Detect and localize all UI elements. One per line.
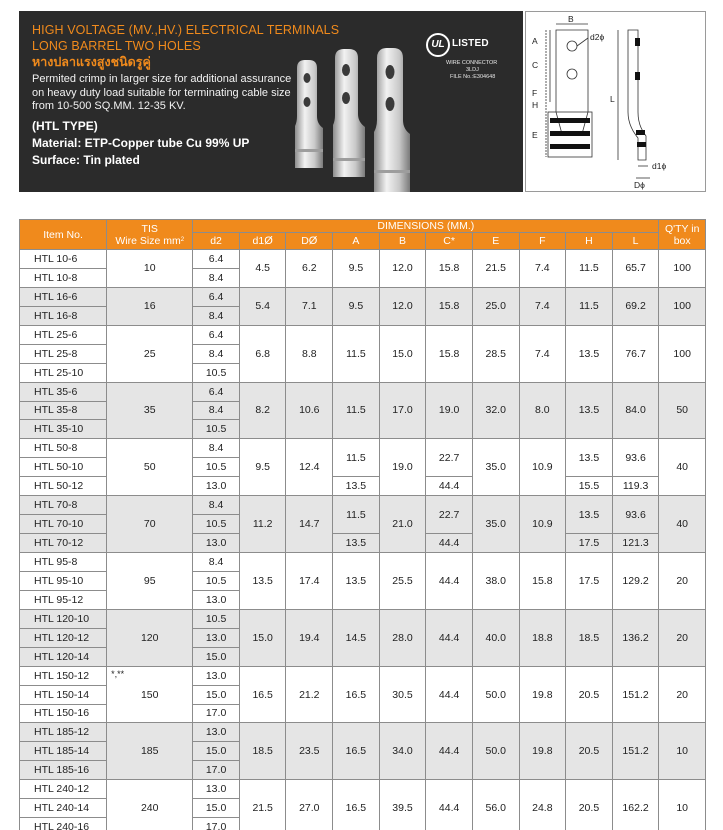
dim-label-e: E	[532, 130, 538, 140]
item-number: HTL 50-8	[20, 439, 107, 458]
dimension-drawing	[525, 11, 706, 192]
product-type: (HTL TYPE)	[32, 118, 98, 133]
wire-size	[107, 609, 193, 666]
dim-l: 76.7	[612, 325, 659, 382]
wire-size-value: 185	[140, 745, 159, 758]
product-title-thai: หางปลาแรงสูงชนิดรูคู่	[32, 55, 151, 69]
dim-d: 14.7	[286, 496, 333, 553]
ul-code: 3LDJ	[466, 67, 479, 73]
dim-h: 11.5	[566, 287, 613, 325]
dim-f: 19.8	[519, 666, 566, 723]
wire-size-value: 50	[143, 461, 156, 474]
header-banner	[19, 11, 523, 192]
dim-e: 56.0	[472, 780, 519, 830]
dim-b: 34.0	[379, 723, 426, 780]
dim-d: 7.1	[286, 287, 333, 325]
dim-label-l: L	[610, 94, 615, 104]
wire-size-value: 70	[143, 518, 156, 531]
dim-d2: 10.5	[193, 571, 240, 590]
dim-d2: 8.4	[193, 401, 240, 420]
dim-a: 13.5	[333, 534, 380, 553]
dim-c: 44.4	[426, 723, 473, 780]
dim-a: 11.5	[333, 382, 380, 439]
header-qty-line1: Q'TY in	[664, 222, 700, 235]
product-material: Material: ETP-Copper tube Cu 99% UP	[32, 135, 250, 150]
dim-l: 129.2	[612, 553, 659, 610]
dim-h: 11.5	[566, 250, 613, 288]
dim-l: 151.2	[612, 723, 659, 780]
item-number: HTL 95-8	[20, 553, 107, 572]
dim-f: 7.4	[519, 325, 566, 382]
wire-size	[107, 287, 193, 325]
dim-d1: 6.8	[239, 325, 286, 382]
dim-h: 13.5	[566, 325, 613, 382]
dim-d1: 16.5	[239, 666, 286, 723]
wire-size	[107, 250, 193, 288]
dim-b: 19.0	[379, 439, 426, 496]
item-number: HTL 120-12	[20, 628, 107, 647]
qty-per-box: 20	[659, 609, 706, 666]
dim-d2: 8.4	[193, 553, 240, 572]
item-number: HTL 70-12	[20, 534, 107, 553]
qty-per-box: 100	[659, 325, 706, 382]
dim-d2: 6.4	[193, 287, 240, 306]
header-item-no: Item No.	[20, 220, 107, 250]
dim-d2: 8.4	[193, 344, 240, 363]
dim-c: 44.4	[426, 534, 473, 553]
table-row	[20, 439, 706, 458]
dim-a: 16.5	[333, 666, 380, 723]
wire-size-value: 25	[143, 347, 156, 360]
wire-size-value: 35	[143, 404, 156, 417]
dim-l: 84.0	[612, 382, 659, 439]
spec-table-body	[20, 250, 706, 830]
dim-l: 69.2	[612, 287, 659, 325]
table-row	[20, 496, 706, 515]
ul-file-number: FILE No.:E304648	[450, 74, 496, 80]
header-tis-sup: 2	[180, 236, 185, 243]
wire-size-value: 120	[140, 631, 159, 644]
table-row	[20, 250, 706, 269]
table-row	[20, 609, 706, 628]
dim-d: 6.2	[286, 250, 333, 288]
wire-size-value: 240	[140, 802, 159, 815]
dim-d2: 6.4	[193, 382, 240, 401]
header-e: E	[472, 233, 519, 250]
dim-c: 44.4	[426, 780, 473, 830]
footnote-mark: *,**	[111, 668, 125, 679]
product-description: Permited crimp in larger size for additional assurance on heavy duty load suitable for terminating cable size from 10-500 SQ.MM. 12-35 KV.	[32, 73, 292, 112]
dim-d: 8.8	[286, 325, 333, 382]
header-qty-line2: box	[673, 234, 691, 247]
dim-d: 17.4	[286, 553, 333, 610]
ul-listed-logo	[422, 29, 522, 89]
dim-d2: 8.4	[193, 496, 240, 515]
wire-size	[107, 723, 193, 780]
spec-table	[19, 219, 706, 830]
dim-h: 15.5	[566, 477, 613, 496]
item-number: HTL 35-10	[20, 420, 107, 439]
item-number: HTL 10-8	[20, 268, 107, 287]
dim-d2: 13.0	[193, 723, 240, 742]
dim-d1: 8.2	[239, 382, 286, 439]
dim-d1: 4.5	[239, 250, 286, 288]
dim-d2: 13.0	[193, 590, 240, 609]
item-number: HTL 150-16	[20, 704, 107, 723]
dim-f: 15.8	[519, 553, 566, 610]
wire-size	[107, 382, 193, 439]
dim-l: 93.6	[612, 496, 659, 534]
dim-l: 119.3	[612, 477, 659, 496]
dim-a: 11.5	[333, 325, 380, 382]
dim-b: 30.5	[379, 666, 426, 723]
qty-per-box: 10	[659, 723, 706, 780]
banner-text	[32, 23, 340, 169]
table-row	[20, 723, 706, 742]
dim-h: 20.5	[566, 666, 613, 723]
wire-size	[107, 325, 193, 382]
dim-e: 50.0	[472, 723, 519, 780]
table-row	[20, 325, 706, 344]
dim-d1: 9.5	[239, 439, 286, 496]
qty-per-box: 100	[659, 287, 706, 325]
dim-f: 7.4	[519, 287, 566, 325]
dim-e: 38.0	[472, 553, 519, 610]
dim-c: 22.7	[426, 439, 473, 477]
dim-a: 9.5	[333, 287, 380, 325]
dim-a: 16.5	[333, 723, 380, 780]
dim-d2: 10.5	[193, 363, 240, 382]
item-number: HTL 240-12	[20, 780, 107, 799]
item-number: HTL 95-12	[20, 590, 107, 609]
dim-f: 10.9	[519, 439, 566, 496]
dim-e: 25.0	[472, 287, 519, 325]
item-number: HTL 120-14	[20, 647, 107, 666]
dim-l: 65.7	[612, 250, 659, 288]
item-number: HTL 35-8	[20, 401, 107, 420]
header-d1	[239, 233, 286, 250]
product-subtitle: LONG BARREL TWO HOLES	[32, 38, 201, 53]
dim-b: 21.0	[379, 496, 426, 553]
header-qty	[659, 220, 706, 250]
dim-label-d1: d1ϕ	[652, 161, 667, 171]
dim-b: 28.0	[379, 609, 426, 666]
header-f: F	[519, 233, 566, 250]
dim-d2: 15.0	[193, 742, 240, 761]
qty-per-box: 50	[659, 382, 706, 439]
header-tis-line2: Wire Size mm	[115, 234, 181, 247]
item-number: HTL 35-6	[20, 382, 107, 401]
item-number: HTL 16-6	[20, 287, 107, 306]
dim-label-d: Dϕ	[634, 180, 645, 190]
dim-f: 8.0	[519, 382, 566, 439]
dim-e: 28.5	[472, 325, 519, 382]
item-number: HTL 70-10	[20, 515, 107, 534]
dim-d2: 17.0	[193, 818, 240, 830]
table-row	[20, 553, 706, 572]
item-number: HTL 16-8	[20, 306, 107, 325]
header-h: H	[566, 233, 613, 250]
header-tis	[107, 220, 193, 250]
dim-f: 24.8	[519, 780, 566, 830]
dim-d2: 10.5	[193, 515, 240, 534]
dim-d2: 15.0	[193, 647, 240, 666]
header-b: B	[379, 233, 426, 250]
dim-d2: 8.4	[193, 268, 240, 287]
ul-mark: UL	[426, 33, 450, 57]
wire-size	[107, 439, 193, 496]
dim-l: 136.2	[612, 609, 659, 666]
dim-d: 27.0	[286, 780, 333, 830]
wire-size-value: 95	[143, 574, 156, 587]
dim-d1: 21.5	[239, 780, 286, 830]
dim-c: 44.4	[426, 477, 473, 496]
item-number: HTL 120-10	[20, 609, 107, 628]
wire-size-value: 16	[143, 300, 156, 313]
dim-l: 121.3	[612, 534, 659, 553]
dim-b: 25.5	[379, 553, 426, 610]
dim-d: 19.4	[286, 609, 333, 666]
dim-d2: 10.5	[193, 458, 240, 477]
dim-f: 19.8	[519, 723, 566, 780]
item-number: HTL 25-6	[20, 325, 107, 344]
dim-a: 9.5	[333, 250, 380, 288]
dim-d2: 10.5	[193, 609, 240, 628]
dim-a: 11.5	[333, 496, 380, 534]
header-d-symbol: Ø	[308, 235, 318, 247]
table-row	[20, 780, 706, 799]
dim-h: 13.5	[566, 439, 613, 477]
header-d-text: D	[301, 235, 309, 247]
dim-e: 21.5	[472, 250, 519, 288]
qty-per-box: 40	[659, 439, 706, 496]
dim-a: 14.5	[333, 609, 380, 666]
qty-per-box: 20	[659, 666, 706, 723]
item-number: HTL 240-16	[20, 818, 107, 830]
header-a: A	[333, 233, 380, 250]
dim-d2: 15.0	[193, 799, 240, 818]
dim-d2: 13.0	[193, 628, 240, 647]
item-number: HTL 185-12	[20, 723, 107, 742]
wire-size-value: 150	[140, 688, 159, 701]
dim-d: 23.5	[286, 723, 333, 780]
dim-c: 15.8	[426, 287, 473, 325]
item-number: HTL 25-8	[20, 344, 107, 363]
dim-l: 151.2	[612, 666, 659, 723]
header-d1-text: d1	[252, 235, 265, 247]
dim-c: 15.8	[426, 250, 473, 288]
wire-size	[107, 780, 193, 830]
header-d2: d2	[193, 233, 240, 250]
dim-h: 17.5	[566, 553, 613, 610]
table-row	[20, 287, 706, 306]
dim-e: 32.0	[472, 382, 519, 439]
header-tis-line1: TIS	[141, 222, 158, 235]
item-number: HTL 25-10	[20, 363, 107, 382]
dim-e: 35.0	[472, 496, 519, 553]
dim-d2: 13.0	[193, 534, 240, 553]
dim-a: 16.5	[333, 780, 380, 830]
dim-c: 19.0	[426, 382, 473, 439]
dim-d2: 10.5	[193, 420, 240, 439]
dim-d2: 13.0	[193, 477, 240, 496]
dim-d: 10.6	[286, 382, 333, 439]
wire-size	[107, 553, 193, 610]
item-number: HTL 50-10	[20, 458, 107, 477]
dim-d2: 13.0	[193, 666, 240, 685]
header-d1-symbol: Ø	[264, 235, 273, 247]
dim-f: 10.9	[519, 496, 566, 553]
dim-l: 93.6	[612, 439, 659, 477]
item-number: HTL 95-10	[20, 571, 107, 590]
qty-per-box: 100	[659, 250, 706, 288]
table-row	[20, 666, 706, 685]
dim-label-c: C	[532, 60, 539, 70]
dim-c: 44.4	[426, 666, 473, 723]
dim-d2: 17.0	[193, 704, 240, 723]
dim-b: 12.0	[379, 287, 426, 325]
dim-d2: 6.4	[193, 325, 240, 344]
dim-d2: 13.0	[193, 780, 240, 799]
dim-d2: 8.4	[193, 306, 240, 325]
header-l: L	[612, 233, 659, 250]
dim-label-b: B	[568, 14, 574, 24]
dim-d2: 8.4	[193, 439, 240, 458]
dim-f: 18.8	[519, 609, 566, 666]
dim-e: 40.0	[472, 609, 519, 666]
dim-d2: 6.4	[193, 250, 240, 269]
item-number: HTL 10-6	[20, 250, 107, 269]
wire-size-value: 10	[143, 262, 156, 275]
header-dimensions: DIMENSIONS (MM.)	[193, 220, 659, 233]
dim-c: 15.8	[426, 325, 473, 382]
dim-d1: 18.5	[239, 723, 286, 780]
dim-c: 22.7	[426, 496, 473, 534]
dim-h: 17.5	[566, 534, 613, 553]
item-number: HTL 50-12	[20, 477, 107, 496]
wire-size	[107, 666, 193, 723]
product-title: HIGH VOLTAGE (MV.,HV.) ELECTRICAL TERMINALS	[32, 23, 340, 37]
item-number: HTL 185-14	[20, 742, 107, 761]
dim-h: 13.5	[566, 496, 613, 534]
dim-label-h: H	[532, 100, 539, 110]
dim-label-f: F	[532, 88, 538, 98]
item-number: HTL 150-12	[20, 666, 107, 685]
terminal-photo	[285, 46, 415, 192]
dim-e: 50.0	[472, 666, 519, 723]
wire-size	[107, 496, 193, 553]
dim-e: 35.0	[472, 439, 519, 496]
dim-b: 15.0	[379, 325, 426, 382]
product-surface: Surface: Tin plated	[32, 152, 140, 167]
item-number: HTL 185-16	[20, 761, 107, 780]
item-number: HTL 240-14	[20, 799, 107, 818]
header-c: C*	[426, 233, 473, 250]
ul-listed-text: LISTED	[452, 38, 489, 49]
dim-d2: 15.0	[193, 685, 240, 704]
dim-label-d2: d2ϕ	[590, 32, 605, 42]
dim-label-a: A	[532, 36, 538, 46]
qty-per-box: 40	[659, 496, 706, 553]
dim-h: 13.5	[566, 382, 613, 439]
dim-b: 39.5	[379, 780, 426, 830]
dim-h: 18.5	[566, 609, 613, 666]
dim-f: 7.4	[519, 250, 566, 288]
item-number: HTL 150-14	[20, 685, 107, 704]
dim-a: 13.5	[333, 477, 380, 496]
dim-d1: 15.0	[239, 609, 286, 666]
lug-dimension-diagram	[526, 12, 707, 193]
dim-l: 162.2	[612, 780, 659, 830]
dim-a: 11.5	[333, 439, 380, 477]
dim-d: 12.4	[286, 439, 333, 496]
dim-c: 44.4	[426, 553, 473, 610]
dim-h: 20.5	[566, 723, 613, 780]
table-row	[20, 382, 706, 401]
dim-d1: 11.2	[239, 496, 286, 553]
item-number: HTL 70-8	[20, 496, 107, 515]
dim-d2: 17.0	[193, 761, 240, 780]
dim-d: 21.2	[286, 666, 333, 723]
dim-b: 17.0	[379, 382, 426, 439]
dim-d1: 13.5	[239, 553, 286, 610]
qty-per-box: 10	[659, 780, 706, 830]
dim-b: 12.0	[379, 250, 426, 288]
dim-a: 13.5	[333, 553, 380, 610]
header-d	[286, 233, 333, 250]
ul-category: WIRE CONNECTOR	[446, 60, 498, 66]
dim-h: 20.5	[566, 780, 613, 830]
qty-per-box: 20	[659, 553, 706, 610]
dim-d1: 5.4	[239, 287, 286, 325]
dim-c: 44.4	[426, 609, 473, 666]
